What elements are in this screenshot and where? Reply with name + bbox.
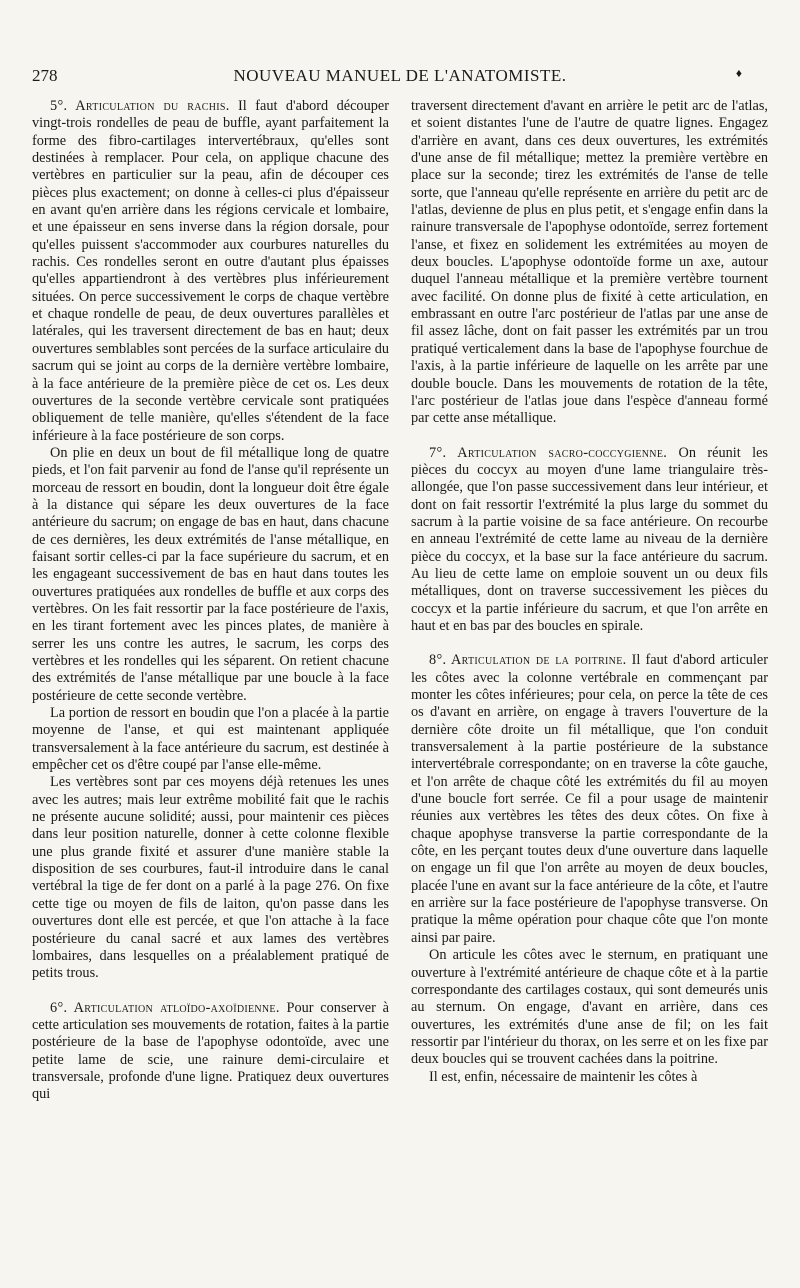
corner-mark: ♦ bbox=[735, 66, 742, 80]
paragraph-text: Il faut d'abord découper vingt-trois rondelles de peau de buffle, ayant parfaitement la forme des fibro-cartilages intervertébraux, qu'elles sont destinées à remplacer. Pour cela, on applique chacune des vertèbres en particulier sur la peau, afin de découper ces pièces plus exactement; on donne à celles-ci plus d'épaisseur en avant qu'en arrière dans les régions cervicale et lombaire, et une épaisseur en sens inverse dans la région dorsale, pour qu'elles puissent s'accommoder aux courbures naturelles du rachis. Ces rondelles seront en outre d'autant plus épaisses qu'elles appartiendront à des vertèbres plus inférieurement situées. On perce successivement le corps de chaque vertèbre et chaque rondelle de peau, de deux ouvertures parallèles et latérales, qui les traversent directement de bas en haut; deux ouvertures semblables sont percées de la surface articulaire du sacrum qui se joint au corps de la dernière vertèbre lombaire, à la face antérieure de la première pièce de cet os. Les deux ouvertures de la seconde vertèbre cervicale sont pratiquées obliquement de telle manière, qu'elles s'étendent de la face inférieure à la face postérieure de son corps. bbox=[32, 98, 389, 444]
paragraph-text: Les vertèbres sont par ces moyens déjà retenues les unes avec les autres; mais leur extrême mobilité fait que le rachis ne présente aucune solidité; aussi, pour maintenir ces pièces dans leur position naturelle, donner à cette colonne flexible une plus grande fixité et assurer d'une manière stable la disposition de ses courbures, faut-il introduire dans le canal vertébral la tige de fer dont on a parlé à la page 276. On fixe cette tige ou moyen de fils de laiton, qu'on passe dans les ouvertures dont elle est percée, et que l'on attache à la face postérieure du canal sacré et aux lames des vertèbres lombaires, dans lesquelles on a préalablement pratiqué de petits trous. bbox=[32, 774, 389, 982]
section-heading-atloido-axoidienne: 6°. Articulation atloïdo-axoïdienne. bbox=[50, 999, 280, 1016]
right-column bbox=[411, 98, 768, 1086]
section-heading-sacro-coccygienne: 7°. Articulation sacro-coccygienne. bbox=[429, 444, 668, 461]
page-header bbox=[32, 66, 768, 90]
paragraph-text: Il faut d'abord articuler les côtes avec la colonne vertébrale en commençant par monter les côtes inférieures; pour cela, on perce la tête de ces os d'avant en arrière, on engage à travers l'ouverture de la dernière côte droite un fil métallique, que l'on conduit transversalement à la partie postérieure de la substance intervertébrale correspondante; on en traverse la côte gauche, et l'on arrête de chaque côté les extrémités du fil au moyen d'une boucle fort serrée. Ce fil a pour usage de maintenir réunies aux vertèbres les têtes des deux côtes. On fixe à chaque apophyse transverse la partie correspondante de la côte, en les perçant toutes deux d'une ouverture dans laquelle on engage un fil que l'on arrête au moyen de deux boucles, placée l'une en avant sur la face antérieure de la côte, et l'autre en arrière sur la face postérieure de l'apophyse transverse. On pratique la même opération pour chaque côte que l'on monte ainsi par paire. bbox=[411, 652, 768, 946]
paragraph-text: On réunit les pièces du coccyx au moyen d'une lame triangulaire très-allongée, que l'on passe successivement dans leur intérieur, et dont on fait ressortir l'extrémité la plus large du sommet du sacrum à la partie voisine de sa face antérieure. On recourbe en anneau l'extrémité de cette lame au niveau de la dernière pièce du coccyx, et la base sur la face antérieure du sacrum. Au lieu de cette lame on emploie souvent un ou deux fils métalliques, dont on traverse successivement les pièces du coccyx et la partie inférieure du sacrum, et que l'on arrête en haut et en bas par des boucles en spirale. bbox=[411, 444, 768, 634]
section-heading-rachis: 5°. Articulation du rachis. bbox=[50, 98, 230, 114]
paragraph-text: Il est, enfin, nécessaire de maintenir les côtes à bbox=[429, 1068, 698, 1085]
paragraph-rachis bbox=[32, 98, 389, 445]
paragraph-text: Pour conserver à cette articulation ses mouvements de rotation, faites à la partie postérieure de la base de l'apophyse odontoïde, avec une petite lame de scie, une rainure demi-circulaire et transversale, profonde d'une ligne. Pratiquez deux ouvertures qui bbox=[32, 999, 389, 1103]
running-title: NOUVEAU MANUEL DE L'ANATOMISTE. bbox=[233, 66, 567, 85]
section-heading-poitrine: 8°. Articulation de la poitrine. bbox=[429, 652, 627, 669]
paragraph-text: On plie en deux un bout de fil métallique long de quatre pieds, et l'on fait parvenir au fond de l'anse qu'il représente un morceau de ressort en boudin, dont la longueur doit être égale à la distance qui sépare les deux ouvertures de la face antérieure du sacrum; on engage de bas en haut, dans chacune de ces dernières, les deux extrémités de l'anse métallique, en faisant sortir celles-ci par la face supérieure du sacrum, et en les engageant successivement de bas en haut dans toutes les ouvertures pratiquées aux rondelles de buffle et aux corps des vertèbres. On les fait ressortir par la face postérieure de l'axis, en les tirant fortement avec les pinces plates, de manière à serrer les uns contre les autres, le sacrum, les corps des vertèbres et les rondelles qui les séparent. On retient chacune des extrémités de l'anse métallique par une boucle à la face postérieure de cette seconde vertèbre. bbox=[32, 444, 389, 704]
paragraph-sacro-coccygienne bbox=[411, 445, 768, 636]
paragraph-text: traversent directement d'avant en arrière le petit arc de l'atlas, et soient distantes l'une de l'autre de quatre lignes. Engagez d'arrière en avant, dans ces deux ouvertures, les extrémités d'une anse de fil métallique; mettez la première vertèbre en place sur la seconde; tirez les extrémités de l'anse de telle sorte, que l'anneau qu'elle représente en arrière du petit arc de l'atlas, devienne de plus en plus petit, et s'engage enfin dans la rainure transversale de l'apophyse odontoïde, serrez fortement l'anse, et fixez en solidement les extrémitées au moyen de deux boucles. L'apophyse odontoïde forme un axe, autour duquel l'anneau métallique et la première vertèbre tournent avec facilité. On donne plus de fixité à cette articulation, en embrassant en outre l'arc postérieur de l'atlas par une anse de fil assez lâche, dont on fait passer les extrémités par un trou pratiqué verticalement dans la base de l'apophyse fourchue de l'axis, à la partie inférieure de laquelle on les arrête par une double boucle. Dans les mouvements de rotation de la tête, l'arc postérieur de l'atlas joue dans l'espèce d'anneau formé par cette anse métallique. bbox=[411, 98, 768, 427]
left-column bbox=[32, 98, 389, 1104]
paragraph-text: On articule les côtes avec le sternum, en pratiquant une ouverture à l'extrémité antérieure de chaque côte et à la partie correspondante des cartilages costaux, qui sont demeurés unis au sternum. On engage, d'avant en arrière, dans ces ouvertures, les extrémités d'une anse de fil; on les fait ressortir par l'intérieur du thorax, on les serre et on les fixe par deux boucles qui se trouvent cachées dans la poitrine. bbox=[411, 947, 768, 1068]
paragraph-poitrine bbox=[411, 652, 768, 947]
paragraph-text: La portion de ressort en boudin que l'on a placée à la partie moyenne de l'anse, et qui est maintenant appliquée transversalement à la face antérieure du sacrum, est destinée à empêcher cet os d'être coupé par l'anse elle-même. bbox=[32, 705, 389, 774]
paragraph-atloido-axoidienne bbox=[32, 1000, 389, 1104]
page-number: 278 bbox=[32, 66, 58, 85]
